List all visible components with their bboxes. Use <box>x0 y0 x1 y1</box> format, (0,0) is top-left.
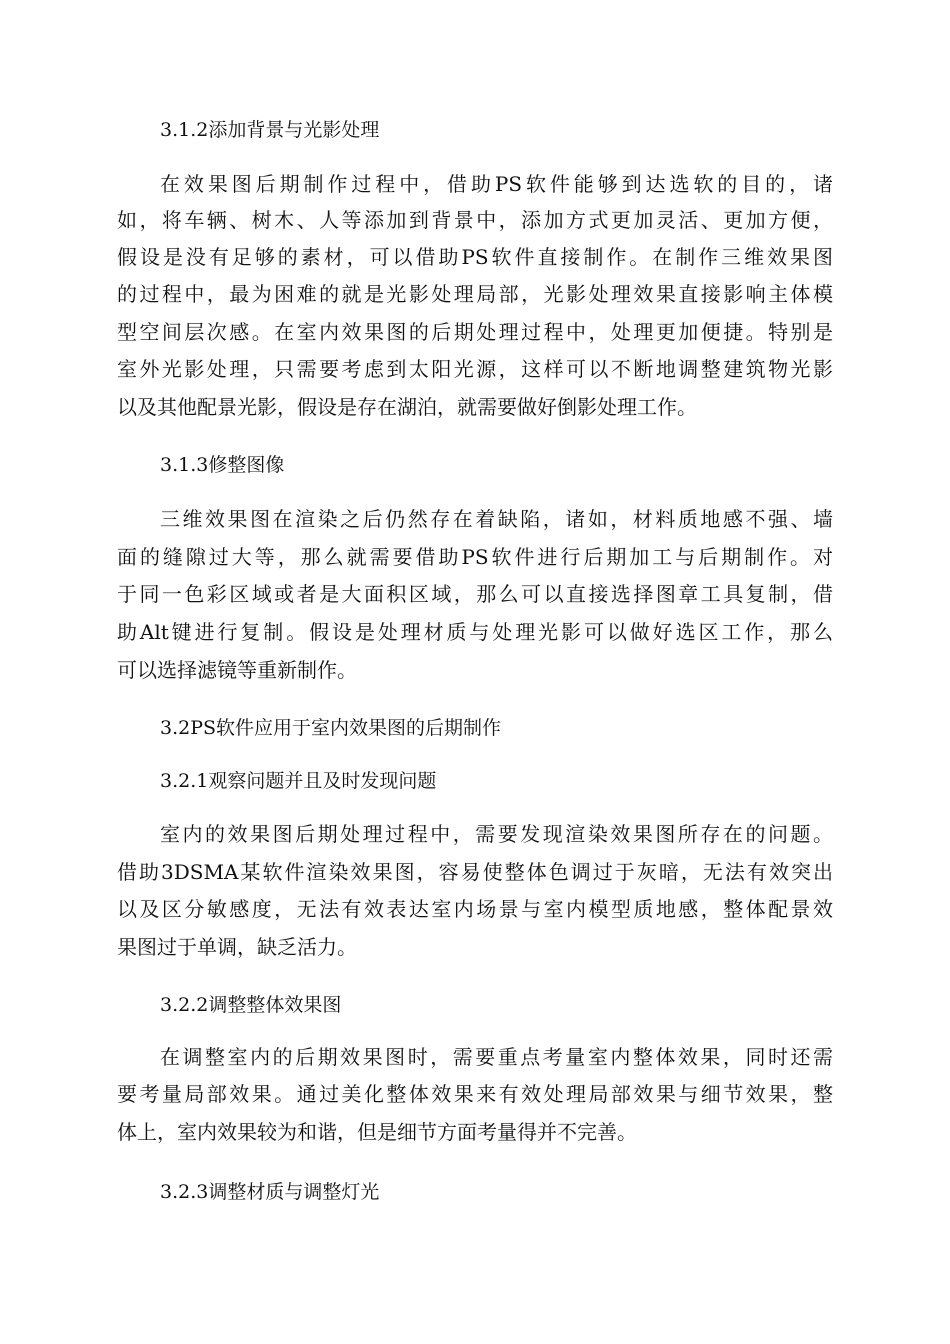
section-heading-3-2-2: 3.2.2调整整体效果图 <box>160 994 342 1016</box>
paragraph-line: 在效果图后期制作过程中，借助PS软件能够到达选软的目的，诸 <box>160 172 833 196</box>
paragraph-line: 型空间层次感。在室内效果图的后期处理过程中，处理更加便捷。特别是 <box>117 320 833 344</box>
section-heading-3-2-1: 3.2.1观察问题并且及时发现问题 <box>160 770 437 792</box>
paragraph-line: 果图过于单调，缺乏活力。 <box>117 935 357 959</box>
paragraph-line: 室内的效果图后期处理过程中，需要发现渲染效果图所存在的问题。 <box>160 822 833 846</box>
paragraph-line: 借助3DSMA某软件渲染效果图，容易使整体色调过于灰暗，无法有效突出 <box>117 860 833 884</box>
paragraph-line: 以及区分敏感度，无法有效表达室内场景与室内模型质地感，整体配景效 <box>117 897 833 921</box>
paragraph-line: 三维效果图在渲染之后仍然存在着缺陷，诸如，材料质地感不强、墙 <box>160 507 833 531</box>
paragraph-line: 体上，室内效果较为和谐，但是细节方面考量得并不完善。 <box>117 1120 637 1144</box>
paragraph-line: 如，将车辆、树木、人等添加到背景中，添加方式更加灵活、更加方便， <box>117 208 833 232</box>
paragraph-line: 面的缝隙过大等，那么就需要借助PS软件进行后期加工与后期制作。对 <box>117 545 833 569</box>
paragraph-line: 室外光影处理，只需要考虑到太阳光源，这样可以不断地调整建筑物光影 <box>117 357 833 381</box>
paragraph-line: 助Alt键进行复制。假设是处理材质与处理光影可以做好选区工作，那么 <box>117 620 833 644</box>
section-heading-3-2: 3.2PS软件应用于室内效果图的后期制作 <box>160 717 502 739</box>
paragraph-line: 的过程中，最为困难的就是光影处理局部，光影处理效果直接影响主体模 <box>117 282 833 306</box>
section-heading-3-1-3: 3.1.3修整图像 <box>160 454 285 476</box>
section-heading-3-2-3: 3.2.3调整材质与调整灯光 <box>160 1181 380 1203</box>
paragraph-line: 可以选择滤镜等重新制作。 <box>117 658 357 682</box>
paragraph-line: 以及其他配景光影，假设是存在湖泊，就需要做好倒影处理工作。 <box>117 395 697 419</box>
paragraph-line: 于同一色彩区域或者是大面积区域，那么可以直接选择图章工具复制，借 <box>117 582 833 606</box>
paragraph-line: 在调整室内的后期效果图时，需要重点考量室内整体效果，同时还需 <box>160 1045 833 1069</box>
paragraph-line: 假设是没有足够的素材，可以借助PS软件直接制作。在制作三维效果图 <box>117 245 833 269</box>
paragraph-line: 要考量局部效果。通过美化整体效果来有效处理局部效果与细节效果，整 <box>117 1082 833 1106</box>
section-heading-3-1-2: 3.1.2添加背景与光影处理 <box>160 119 380 141</box>
